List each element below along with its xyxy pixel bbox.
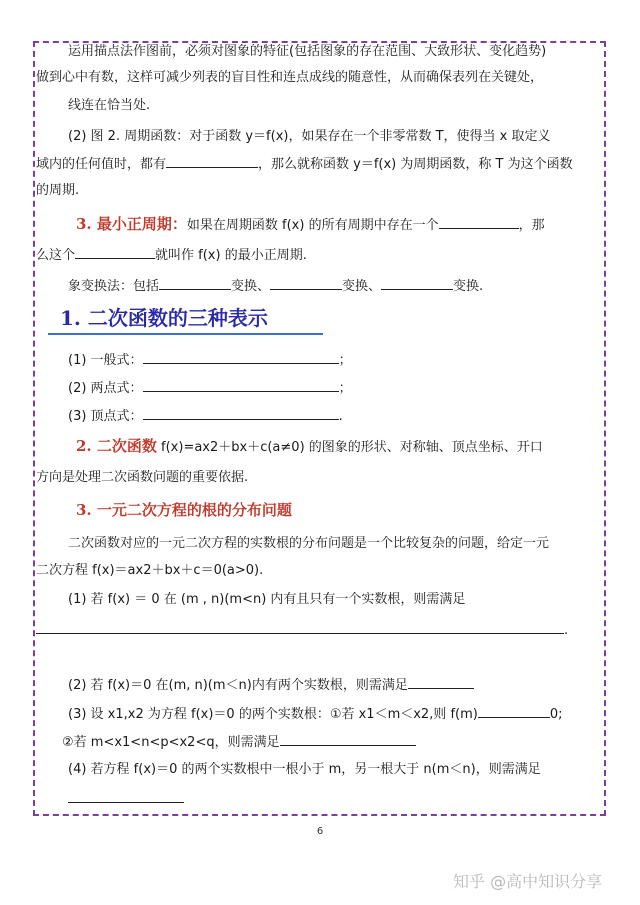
roots-line-1: 二次函数对应的一元二次方程的实数根的分布问题是一个比较复杂的问题，给定一元 — [68, 536, 550, 551]
form-general-end: ； — [338, 353, 352, 368]
case-1-end: . — [564, 623, 569, 638]
case-2-text: (2) 若 f(x)＝0 在(m, n)(m＜n)内有两个实数根，则需满足 — [68, 678, 408, 693]
form-two-point-label: (2) 两点式： — [68, 381, 143, 396]
blank-transform-2[interactable] — [270, 277, 342, 290]
min-period-line — [76, 214, 640, 236]
min-period-label: 3. 最小正周期： — [76, 215, 187, 233]
min-period-end: ，那 — [518, 218, 545, 233]
case-4-answer-line — [68, 790, 633, 808]
form-two-point-end: ； — [338, 381, 352, 396]
transform-text-a: 象变换法：包括 — [68, 279, 160, 294]
page-number: 6 — [316, 826, 324, 837]
transform-text-c: 变换、 — [342, 279, 382, 294]
form-general-label: (1) 一般式： — [68, 353, 143, 368]
case-3-end: 0; — [549, 707, 563, 722]
min-period-text-2b: 就叫作 f(x) 的最小正周期. — [155, 248, 307, 263]
quadratic-text: f(x)=ax2＋bx＋c(a≠0) 的图象的形状、对称轴、顶点坐标、开口 — [161, 440, 543, 455]
roots-line-2: 二次方程 f(x)＝ax2＋bx＋c＝0(a>0). — [36, 563, 264, 578]
blank-transform-1[interactable] — [159, 277, 231, 290]
intro-line-2: 做到心中有数，这样可减少列表的盲目性和连点成线的随意性，从而确保表列在关键处， — [36, 70, 544, 85]
intro-line-1: 运用描点法作图前，必须对图象的特征(包括图象的存在范围、大致形状、变化趋势) — [68, 44, 547, 59]
case-3-line — [68, 705, 633, 723]
form-vertex-line — [68, 407, 633, 425]
quadratic-line-2: 方向是处理二次函数问题的重要依据. — [36, 470, 249, 485]
case-1-line: (1) 若 f(x) ＝ 0 在 (m , n)(m<n) 内有且只有一个实数根，则需满足 — [68, 592, 466, 607]
transform-text-b: 变换、 — [231, 279, 271, 294]
transform-line — [68, 277, 633, 295]
case-3-text: (3) 设 x1,x2 为方程 f(x)＝0 的两个实数根：①若 x1＜m＜x2,则 f(m) — [68, 707, 478, 722]
blank-case-3b[interactable] — [280, 733, 416, 746]
blank-case-4[interactable] — [68, 790, 184, 803]
min-period-line-2 — [36, 246, 601, 264]
quadratic-label: 2. 二次函数 — [76, 437, 157, 455]
blank-min-period-2[interactable] — [75, 246, 155, 259]
case-2-line — [68, 676, 633, 694]
blank-transform-3[interactable] — [381, 277, 453, 290]
case-3b-text: ②若 m<x1<n<p<x2<q，则需满足 — [62, 735, 280, 750]
periodic-text-a: 域内的任何值时，都有 — [36, 157, 167, 172]
min-period-text: 如果在周期函数 f(x) 的所有周期中存在一个 — [186, 218, 439, 233]
periodic-line-1: (2) 图 2. 周期函数：对于函数 y＝f(x)，如果存在一个非零常数 T，使得当 x 取定义 — [68, 129, 551, 144]
blank-case-2[interactable] — [408, 676, 474, 689]
watermark: 知乎 @高中知识分享 — [453, 872, 603, 891]
blank-periodic[interactable] — [166, 155, 258, 168]
transform-text-d: 变换. — [453, 279, 484, 294]
case-3b-line — [62, 733, 627, 751]
form-vertex-end: . — [338, 409, 343, 424]
form-two-point-line — [68, 379, 633, 397]
case-1-answer-line — [36, 621, 601, 639]
blank-form-general[interactable] — [143, 351, 339, 364]
min-period-text-2a: 么这个 — [36, 248, 76, 263]
intro-line-3: 线连在恰当处. — [68, 98, 151, 113]
blank-case-1[interactable] — [36, 621, 564, 634]
periodic-line-3: 的周期. — [36, 183, 80, 198]
title-underline — [48, 333, 323, 335]
quadratic-line — [76, 436, 640, 458]
roots-heading: 3. 一元二次方程的根的分布问题 — [76, 501, 292, 519]
roots-heading-line — [76, 500, 640, 522]
form-general-line — [68, 351, 633, 369]
blank-case-3a[interactable] — [478, 705, 550, 718]
periodic-line-2 — [36, 155, 601, 173]
blank-min-period-1[interactable] — [439, 216, 519, 229]
form-vertex-label: (3) 顶点式： — [68, 409, 143, 424]
periodic-text-b: ，那么就称函数 y＝f(x) 为周期函数，称 T 为这个函数 — [258, 157, 573, 172]
section-title: 1. 二次函数的三种表示 — [60, 306, 268, 330]
blank-form-two-point[interactable] — [143, 379, 339, 392]
blank-form-vertex[interactable] — [143, 407, 339, 420]
case-4-line: (4) 若方程 f(x)＝0 的两个实数根中一根小于 m，另一根大于 n(m＜n)，则需满足 — [68, 762, 541, 777]
